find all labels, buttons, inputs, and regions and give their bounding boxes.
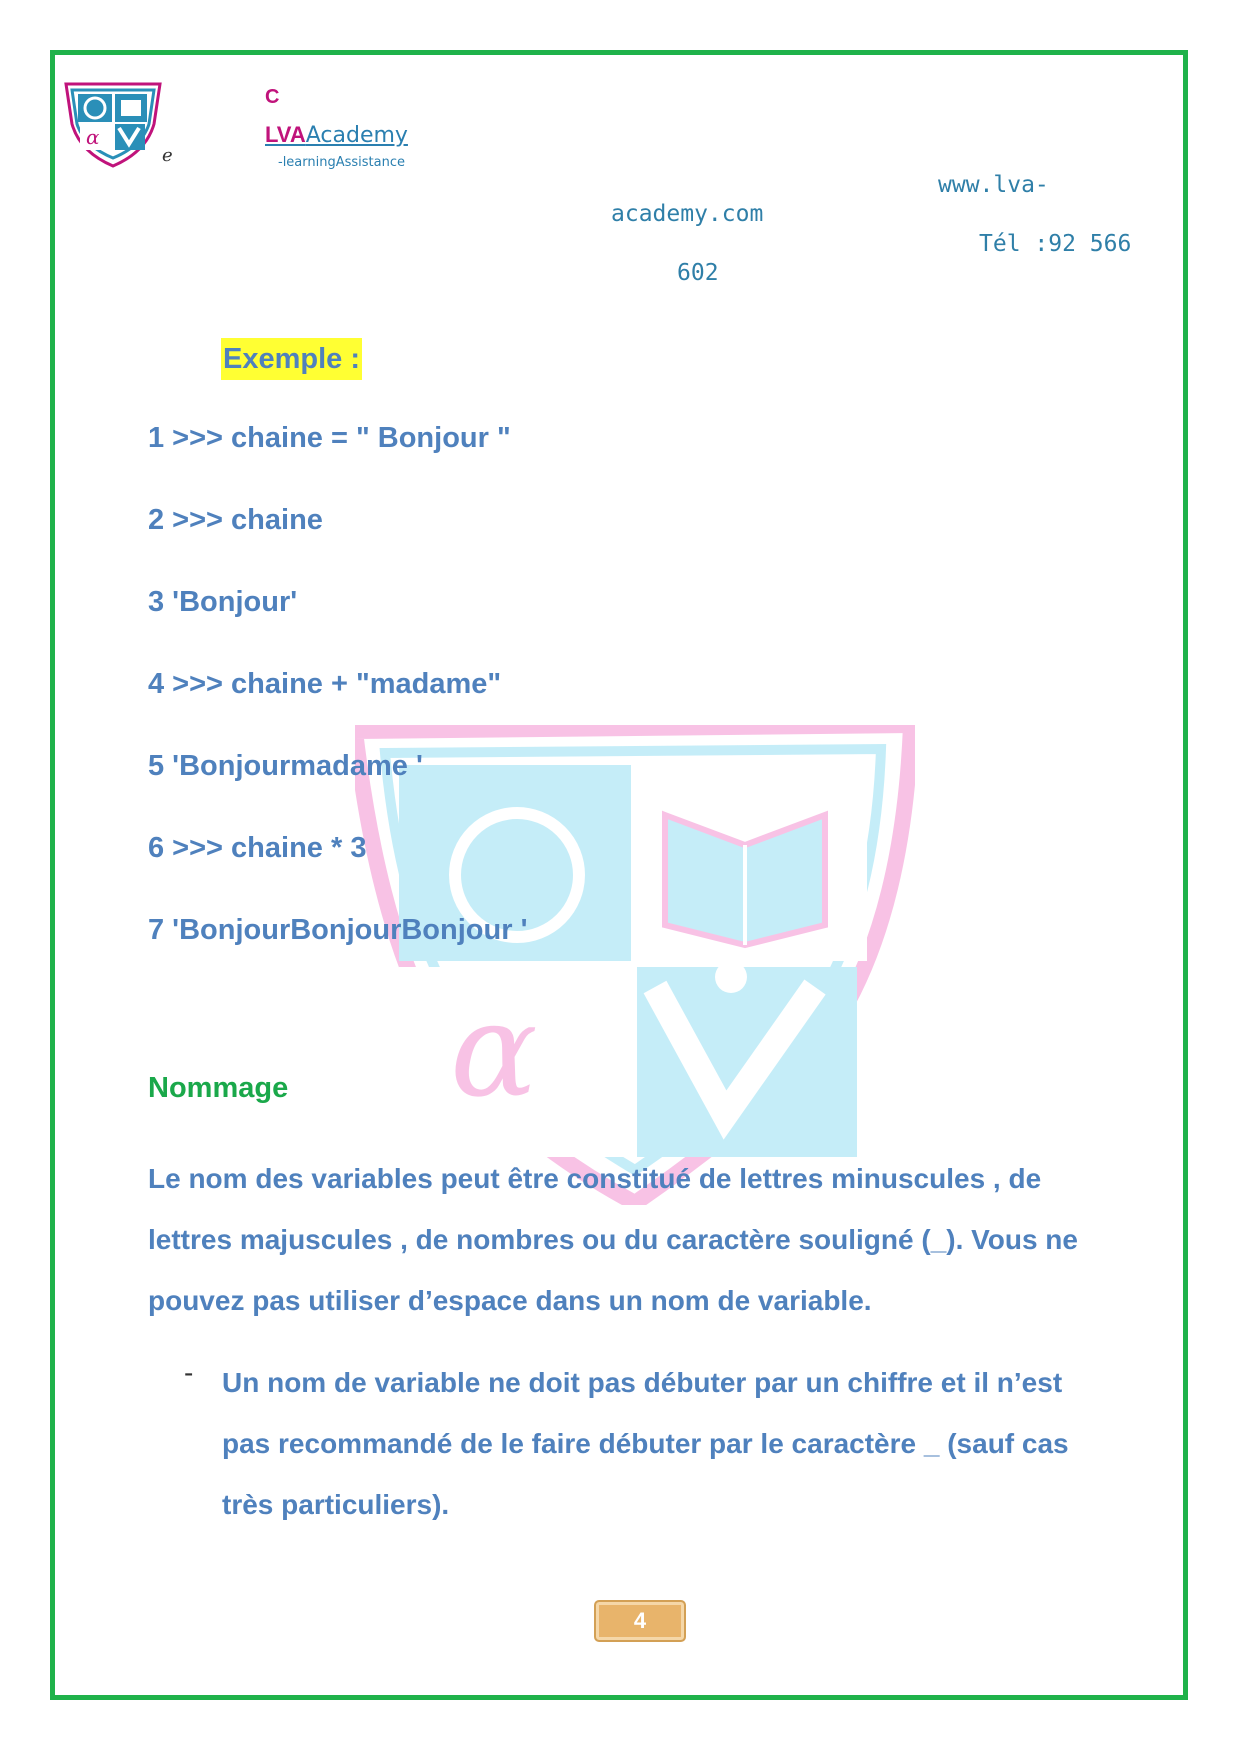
brand-tagline: -learningAssistance [278,155,405,170]
section-title: Nommage [148,1072,289,1104]
code-line: 5 'Bonjourmadame ' [148,750,423,782]
code-line: 2 >>> chaine [148,504,323,536]
website-part1: www.lva- [938,172,1049,198]
website-part2: academy.com [611,201,764,227]
code-line: 7 'BonjourBonjourBonjour ' [148,914,528,946]
bullet-marker: - [184,1357,194,1388]
svg-text:α: α [86,125,100,149]
code-line: 3 'Bonjour' [148,586,298,618]
brand-academy: Academy [305,123,408,148]
brand-initial: C [265,86,280,108]
bullet-item: Un nom de variable ne doit pas débuter par un chiffre et il n’est pas recommandé de le faire débuter par le caractère _ (sauf cas très particuliers). [222,1367,1069,1520]
brand-lva: LVA [265,122,306,147]
code-line: 6 >>> chaine * 3 [148,832,367,864]
code-line: 1 >>> chaine = " Bonjour " [148,422,511,454]
phone-number-end: 602 [677,260,719,286]
section-paragraph: Le nom des variables peut être constitué de lettres minuscules , de lettres majuscules , de nombres ou du caractère souligné (_). Vous ne pouvez pas utiliser d’espace dans un nom de variable. [148,1163,1078,1316]
svg-text:α: α [450,974,538,1126]
watermark-shield-icon [355,725,915,1205]
code-line: 4 >>> chaine + "madame" [148,668,502,700]
example-label: Exemple : [221,338,362,380]
brand-name [265,122,408,148]
lva-logo-icon [58,78,168,170]
page-number: 4 [594,1600,686,1642]
phone-number: Tél :92 566 [979,231,1132,257]
logo-letter: e [162,145,173,166]
